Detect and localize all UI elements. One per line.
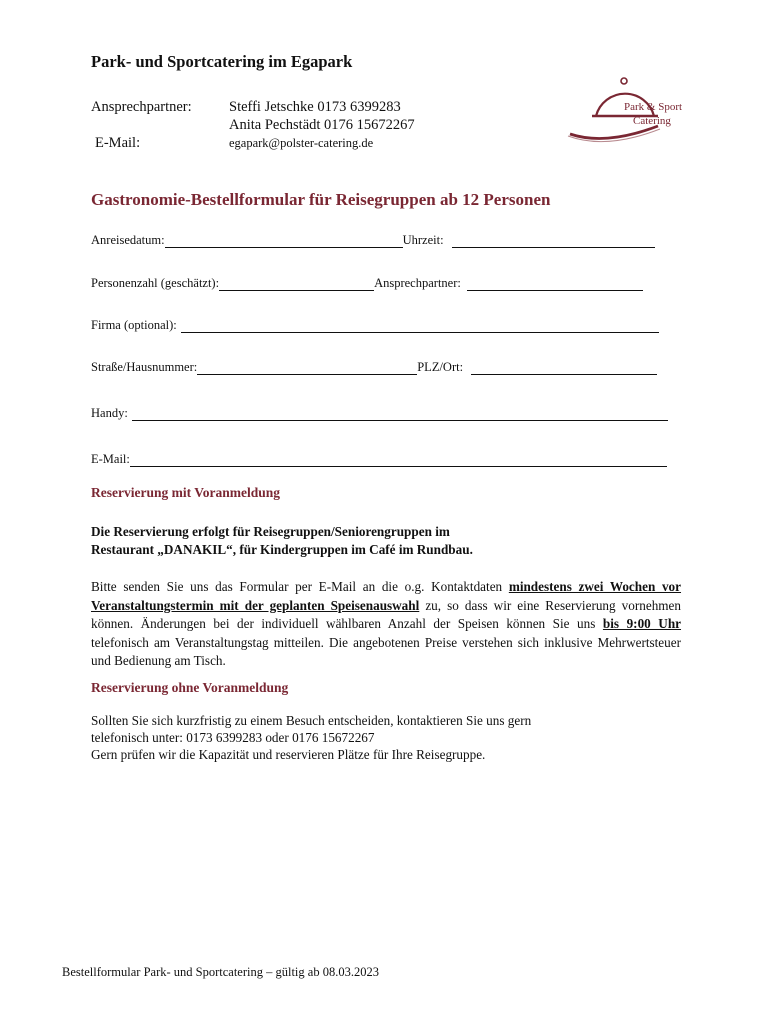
form-email-label: E-Mail: bbox=[91, 452, 130, 466]
street-label: Straße/Hausnummer: bbox=[91, 360, 198, 374]
time-emphasis: bis 9:00 Uhr bbox=[602, 616, 682, 631]
contact-email[interactable]: egapark@polster-catering.de bbox=[229, 136, 374, 150]
company-field[interactable] bbox=[181, 320, 659, 333]
instructions-text-a: Bitte senden Sie uns das Formular per E-Mail an die o.g. Kontaktdaten bbox=[91, 579, 509, 594]
arrival-time-label: Uhrzeit: bbox=[402, 233, 444, 247]
form-heading: Gastronomie-Bestellformular für Reisegruppen ab 12 Personen bbox=[91, 190, 551, 209]
zip-city-field[interactable] bbox=[471, 362, 657, 375]
arrival-date-label: Anreisedatum: bbox=[91, 233, 165, 247]
zip-city-label: PLZ/Ort: bbox=[417, 360, 464, 374]
logo-text-line1: Park & Sport bbox=[624, 101, 683, 113]
arrival-time-field[interactable] bbox=[452, 235, 655, 248]
reservation-instructions bbox=[91, 578, 681, 671]
persons-label: Personenzahl (geschätzt): bbox=[91, 276, 220, 290]
instructions-text-e: telefonisch am Veranstaltungstag mitteilen. Die angebotenen Preise verstehen sich inklusive Mehrwertsteuer und Bedienung am Tisch. bbox=[91, 634, 681, 668]
group-contact-field[interactable] bbox=[467, 278, 643, 291]
mobile-row bbox=[91, 406, 673, 421]
company-row bbox=[91, 318, 673, 333]
email-label: E-Mail: bbox=[95, 135, 141, 151]
reservation-venue-line1: Die Reservierung erfolgt für Reisegruppen/Seniorengruppen im bbox=[91, 524, 450, 539]
walk-in-line2: telefonisch unter: 0173 6399283 oder 0176 15672267 bbox=[91, 730, 375, 745]
catering-logo bbox=[566, 76, 716, 148]
form-email-field[interactable] bbox=[130, 454, 667, 467]
mobile-field[interactable] bbox=[132, 408, 668, 421]
persons-row bbox=[91, 276, 673, 291]
contact-person-2: Anita Pechstädt 0176 15672267 bbox=[229, 117, 415, 133]
walk-in-line3: Gern prüfen wir die Kapazität und reservieren Plätze für Ihre Reisegruppe. bbox=[91, 747, 486, 762]
page-footer: Bestellformular Park- und Sportcatering – gültig ab 08.03.2023 bbox=[62, 965, 379, 979]
contact-person-1: Steffi Jetschke 0173 6399283 bbox=[229, 99, 401, 115]
cloche-icon bbox=[566, 76, 716, 148]
walk-in-line1: Sollten Sie sich kurzfristig zu einem Besuch entscheiden, kontaktieren Sie uns gern bbox=[91, 713, 532, 728]
email-row bbox=[91, 452, 673, 467]
reservation-venue-line2: Restaurant „DANAKIL“, für Kindergruppen im Café im Rundbau. bbox=[91, 542, 473, 557]
arrival-date-field[interactable] bbox=[165, 235, 403, 248]
contact-label: Ansprechpartner: bbox=[91, 99, 192, 115]
deadline-emphasis: mindestens zwei Wochen vor Veranstaltungstermin mit der geplanten Speisenauswahl bbox=[91, 579, 682, 613]
persons-field[interactable] bbox=[219, 278, 374, 291]
street-field[interactable] bbox=[197, 362, 417, 375]
address-row bbox=[91, 360, 673, 375]
mobile-label: Handy: bbox=[91, 406, 128, 420]
instructions-text-c: zu, so dass wir eine Reservierung vornehmen können. Änderungen bei der individuell wählbaren Anzahl der Speisen können Sie uns bbox=[91, 597, 681, 631]
logo-text-line2: Catering bbox=[633, 115, 671, 127]
company-label: Firma (optional): bbox=[91, 318, 177, 332]
section-heading-without-registration: Reservierung ohne Voranmeldung bbox=[91, 680, 289, 695]
section-heading-with-registration: Reservierung mit Voranmeldung bbox=[91, 485, 280, 500]
group-contact-label: Ansprechpartner: bbox=[374, 276, 461, 290]
arrival-row bbox=[91, 233, 673, 248]
document-title: Park- und Sportcatering im Egapark bbox=[91, 52, 353, 71]
